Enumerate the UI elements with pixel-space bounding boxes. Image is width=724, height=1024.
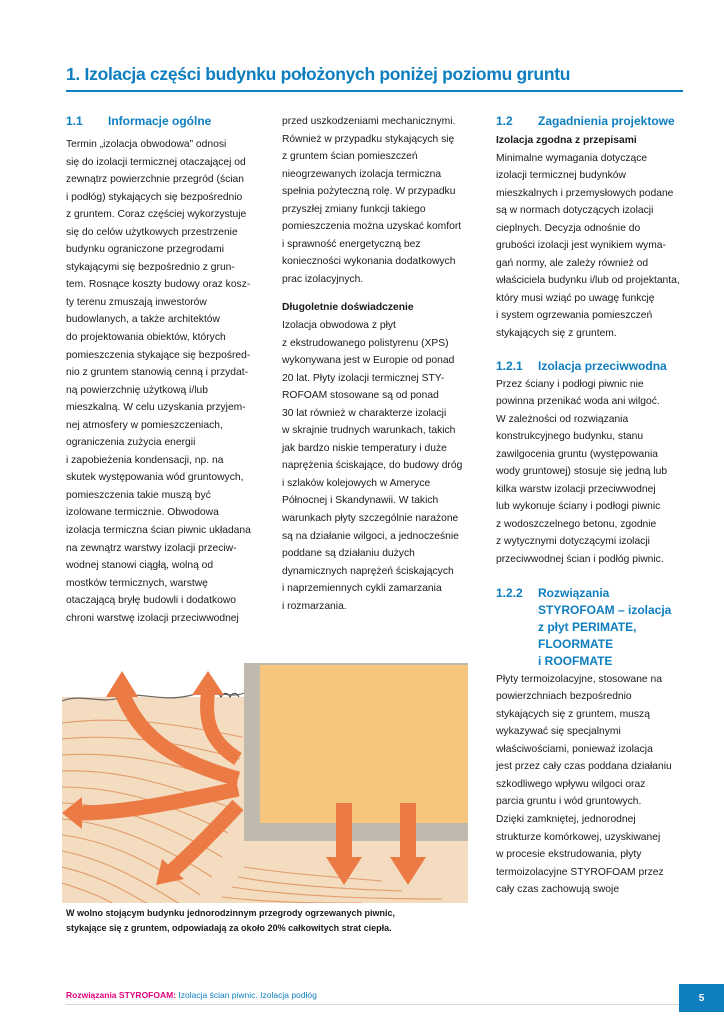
text-line: kilka warstw izolacji przeciwwodnej [496, 483, 656, 495]
text-line: chroni warstwę izolacji przeciwwodnej [66, 612, 239, 624]
text-line: strukturze komórkowej, uzyskiwanej [496, 831, 661, 843]
text-line: z ekstrudowanego polistyrenu (XPS) [282, 337, 449, 349]
section-1-2-1-heading [496, 358, 696, 375]
column-3 [496, 113, 696, 899]
text-line: budynku ograniczone przegrodami [66, 244, 224, 256]
text-line: się do celów użytkowych przestrzenie [66, 226, 238, 238]
text-line: grubości izolacji jest wynikiem wyma- [496, 240, 666, 252]
text-line: parcia gruntu i wód gruntowych. [496, 796, 642, 808]
footer-brand: Rozwiązania STYROFOAM: [66, 990, 177, 1000]
text-line: jest przez cały czas poddana działaniu [496, 761, 672, 773]
text-line: zawilgocenia gruntu (występowania [496, 448, 658, 460]
text-line: i system ogrzewania pomieszczeń [496, 310, 653, 322]
section-title [538, 585, 696, 670]
page-number: 5 [679, 984, 724, 1012]
text-line: pomieszczenia stykające się bezpośred- [66, 349, 251, 361]
text-line: otaczającą bryłę budowli i dodatkowo [66, 595, 236, 607]
text-line: wody gruntowej) stosuje się jedną lub [496, 466, 668, 478]
text-line: wodnej stanowi ciągłą, wolną od [66, 560, 214, 572]
column-2-paragraph-1 [282, 113, 482, 288]
text-line: który musi wziąć po uwagę funkcję [496, 292, 655, 304]
section-title: Informacje ogólne [108, 114, 212, 128]
footer-divider [66, 1004, 716, 1005]
text-line: nio z gruntem stanowią cenną i przydat- [66, 367, 249, 379]
text-line: są na działanie wilgoci, a jednocześnie [282, 530, 459, 542]
text-line: pomieszczenia takie muszą być [66, 489, 211, 501]
heading-line: z płyt PERIMATE, [538, 619, 637, 634]
column-2-paragraph-2 [282, 317, 482, 615]
section-number: 1.1 [66, 114, 83, 128]
text-line: zewnątrz powierzchnie przegród (ścian [66, 174, 244, 186]
heading-line: STYROFOAM – izolacja [538, 602, 672, 617]
text-line: 30 lat również w charakterze izolacji [282, 407, 447, 419]
text-line: dynamicznych naprężeń ściskających [282, 565, 454, 577]
text-line: konieczności wykonania dodatkowych [282, 256, 456, 268]
text-line: i rozmarzania. [282, 600, 347, 612]
text-line: są w normach dotyczących izolacji [496, 205, 654, 217]
text-line: jak bardzo niskie temperatury i duże [282, 442, 447, 454]
text-line: Izolacja obwodowa z płyt [282, 320, 396, 332]
title-divider [66, 90, 683, 92]
text-line: powinna przenikać woda ani wilgoć. [496, 396, 660, 408]
text-line: z gruntem. Coraz częściej wykorzystuje [66, 209, 247, 221]
text-line: spełnia pożyteczną rolę. W przypadku [282, 186, 456, 198]
text-line: z wodoszczelnego betonu, zgodnie [496, 518, 657, 530]
section-1-2-1-body [496, 376, 696, 569]
text-line: poddane są działaniu dużych [282, 548, 415, 560]
text-line: W zależności od rozwiązania [496, 413, 629, 425]
text-line: z gruntem ścian pomieszczeń [282, 151, 418, 163]
text-line: do projektowania obiektów, których [66, 332, 226, 344]
section-1-2-2-heading [496, 585, 696, 670]
text-line: stykających się z gruntem, muszą [496, 708, 650, 720]
text-line: ograniczenia zużycia energii [66, 437, 196, 449]
text-line: przyszłej zmiany funkcji takiego [282, 203, 426, 215]
heading-line: i ROOFMATE [538, 653, 613, 668]
text-line: nieogrzewanych izolacja termiczna [282, 168, 442, 180]
text-line: skutek występowania wód gruntowych, [66, 472, 244, 484]
text-line: konstrukcyjnego budynku, stanu [496, 431, 644, 443]
text-line: ROFOAM stosowane są od ponad [282, 390, 439, 402]
text-line: Północnej i Skandynawii. W takich [282, 495, 439, 507]
text-line: szkodliwego wpływu wilgoci oraz [496, 778, 646, 790]
text-line: Również w przypadku stykających się [282, 133, 455, 145]
heat-loss-diagram [62, 663, 468, 903]
text-line: właściwościami, ponieważ izolacja [496, 743, 653, 755]
text-line: się do izolacji termicznej otaczającej od [66, 156, 246, 168]
text-line: cały czas zachowują swoje [496, 884, 620, 896]
section-1-2-body [496, 150, 696, 343]
text-line: ną powierzchnię użytkową i/lub [66, 384, 208, 396]
text-line: powierzchniach bezpośrednio [496, 691, 632, 703]
heated-basement-room [260, 665, 468, 823]
caption-line: stykające się z gruntem, odpowiadają za około 20% całkowitych strat ciepła. [66, 923, 392, 933]
text-line: izolacja termiczna ścian piwnic układana [66, 525, 251, 537]
heading-line: Rozwiązania [538, 585, 610, 600]
text-line: i szlaków kolejowych w Ameryce [282, 477, 431, 489]
text-line: mieszkalnych i przemysłowych podane [496, 187, 674, 199]
text-line: Termin „izolacja obwodowa” odnosi [66, 139, 227, 150]
figure-caption [66, 906, 466, 936]
text-line: budowlanych, a także architektów [66, 314, 220, 326]
footer-text: Izolacja ścian piwnic. Izolacja podłóg [176, 990, 317, 1000]
text-line: warunkach płyty szczególnie narażone [282, 513, 459, 525]
text-line: i zapobieżenia kondensacji, np. na [66, 454, 224, 466]
text-line: gań normy, ale zależy również od [496, 257, 649, 269]
text-line: termoizolacyjne STYROFOAM przez [496, 866, 664, 878]
text-line: mieszkalną. W celu uzyskania przyjem- [66, 402, 246, 414]
text-line: Dzięki zamkniętej, jednorodnej [496, 813, 636, 825]
section-number: 1.2.2 [496, 585, 523, 600]
text-line: naprężenia ściskające, do budowy dróg [282, 460, 463, 472]
section-number: 1.2.1 [496, 358, 523, 373]
text-line: z wytycznymi dotyczącymi izolacji [496, 536, 650, 548]
page-footer [66, 990, 317, 1000]
text-line: 20 lat. Płyty izolacji termicznej STY- [282, 372, 445, 384]
text-line: nej atmosfery w pomieszczeniach, [66, 419, 223, 431]
text-line: i naprzemiennych cykli zamarzania [282, 583, 442, 595]
subheading-long-experience: Długoletnie doświadczenie [282, 302, 414, 314]
text-line: wykonywana jest w Europie od ponad [282, 355, 455, 367]
page-title: 1. Izolacja części budynku położonych poniżej poziomu gruntu [66, 64, 571, 84]
text-line: lub wykonuje ściany i podłogi piwnic [496, 501, 661, 513]
text-line: ty terenu zmuszają inwestorów [66, 296, 207, 308]
text-line: przeciwwodnej ścian i podłóg piwnic. [496, 554, 664, 566]
section-number: 1.2 [496, 114, 513, 128]
subheading-regulations: Izolacja zgodna z przepisami [496, 135, 637, 146]
heading-line: FLOORMATE [538, 636, 614, 651]
text-line: w procesie ekstrudowania, płyty [496, 849, 642, 861]
text-line: prac izolacyjnych. [282, 273, 364, 285]
section-1-1-heading [66, 113, 266, 130]
section-title: Izolacja przeciwwodna [538, 358, 667, 373]
text-line: i podłóg) stykających się bezpośrednio [66, 191, 243, 203]
column-2 [282, 113, 482, 615]
text-line: Płyty termoizolacyjne, stosowane na [496, 673, 662, 685]
section-title: Zagadnienia projektowe [538, 114, 675, 128]
caption-line: W wolno stojącym budynku jednorodzinnym przegrody ogrzewanych piwnic, [66, 908, 396, 918]
text-line: wykazywać się specjalnymi [496, 726, 621, 738]
section-1-2-heading [496, 113, 696, 130]
text-line: przed uszkodzeniami mechanicznymi. [282, 116, 456, 127]
section-1-2-2-body [496, 671, 696, 899]
text-line: stykających się z gruntem. [496, 328, 617, 340]
section-1-1 [66, 113, 266, 627]
text-line: izolacji termicznej budynków [496, 170, 626, 182]
text-line: cieplnych. Decyzja odnośnie do [496, 222, 641, 234]
text-line: izolowane termicznie. Obwodowa [66, 507, 219, 519]
text-line: mostków termicznych, warstwę [66, 577, 208, 589]
text-line: Przez ściany i podłogi piwnic nie [496, 378, 644, 390]
heat-loss-illustration [62, 663, 468, 903]
text-line: Minimalne wymagania dotyczące [496, 152, 648, 164]
text-line: na zewnątrz warstwy izolacji przeciw- [66, 542, 237, 554]
text-line: i sprawność energetyczną bez [282, 238, 421, 250]
text-line: pomieszczenia można uzyskać komfort [282, 221, 462, 233]
text-line: stykającymi się bezpośrednio z grun- [66, 261, 235, 273]
section-1-1-body [66, 136, 266, 627]
text-line: w skrajnie trudnych warunkach, takich [282, 425, 456, 437]
text-line: właściciela budynku i/lub od projektanta, [496, 275, 680, 287]
text-line: tem. Rosnące koszty budowy oraz kosz- [66, 279, 251, 291]
